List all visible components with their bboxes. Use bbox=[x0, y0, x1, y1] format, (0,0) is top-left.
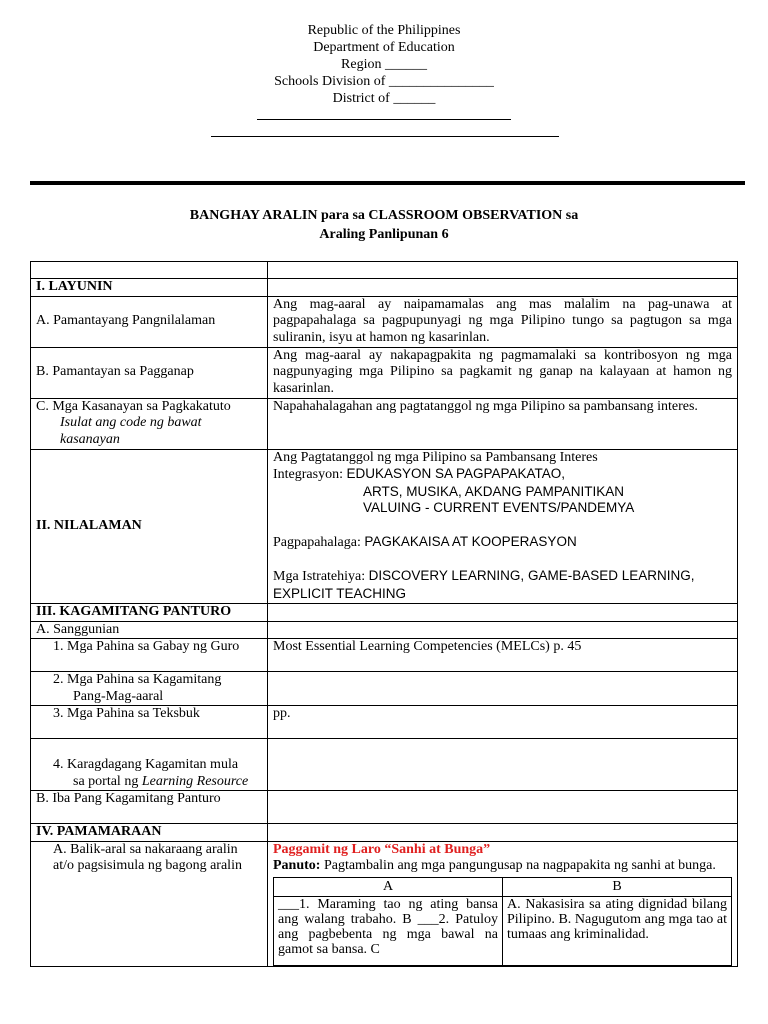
table-row-pamantayang-pangnilalaman bbox=[31, 296, 738, 347]
integrasyon-value-3: VALUING - CURRENT EVENTS/PANDEMYA bbox=[363, 500, 635, 515]
header-region: Region ______ bbox=[341, 57, 427, 72]
label-karagdagang-kagamitan-b: sa portal ng bbox=[73, 773, 139, 789]
table-row-pamamaraan bbox=[31, 824, 738, 842]
label-karagdagang-kagamitan-a: 4. Karagdagang Kagamitan mula bbox=[53, 757, 239, 772]
table-row-kagamitang-pang-mag-aaral bbox=[31, 672, 738, 706]
address-blank-line bbox=[211, 136, 559, 137]
table-row-kagamitan bbox=[31, 604, 738, 622]
label-teksbuk: 3. Mga Pahina sa Teksbuk bbox=[31, 706, 268, 739]
table-row-teksbuk bbox=[31, 706, 738, 739]
label-iba-pang-kagamitan: B. Iba Pang Kagamitang Panturo bbox=[31, 791, 268, 824]
table-row-layunin bbox=[31, 279, 738, 297]
header-district: District of ______ bbox=[332, 91, 436, 106]
label-kasanayan-sub: Isulat ang code ng bawat kasanayan bbox=[60, 415, 202, 447]
table-row-blank bbox=[31, 262, 738, 279]
label-kagamitang-pang-mag-aaral-a: 2. Mga Pahina sa Kagamitang bbox=[53, 672, 222, 687]
text-gabay-ng-guro: Most Essential Learning Competencies (MELCs) p. 45 bbox=[268, 639, 738, 672]
istratehiya-label: Mga Istratehiya: bbox=[273, 569, 366, 584]
table-row-balik-aral bbox=[31, 841, 738, 966]
section-heading-kagamitan: III. KAGAMITANG PANTURO bbox=[31, 604, 268, 622]
text-kasanayan: Napahahalagahan ang pagtatanggol ng mga Pilipino sa pambansang interes. bbox=[268, 398, 738, 449]
text-teksbuk: pp. bbox=[268, 706, 738, 739]
label-gabay-ng-guro: 1. Mga Pahina sa Gabay ng Guro bbox=[31, 639, 268, 672]
label-kagamitang-pang-mag-aaral-b: Pang-Mag-aaral bbox=[73, 688, 164, 704]
matching-column-a-header: A bbox=[274, 877, 503, 896]
label-pamantayan-sa-pagganap: B. Pamantayan sa Pagganap bbox=[31, 347, 268, 398]
text-pamantayang-pangnilalaman: Ang mag-aaral ay naipamamalas ang mas malalim na pag-unawa at pagpapahalaga sa pagpupunyagi ng mga Pilipino tungo sa pagtugon sa mga suliranin, isyu at hamon ng kasarinlan. bbox=[268, 296, 738, 347]
text-pamantayan-sa-pagganap: Ang mag-aaral ay nakapagpakita ng pagmamalaki sa kontribosyon ng mga nagpunyaging mga Pilipino sa pagkamit ng ganap na kalayaan at hamon ng kasarinlan. bbox=[268, 347, 738, 398]
panuto-text: Pagtambalin ang mga pangungusap na nagpapakita ng sanhi at bunga. bbox=[323, 858, 716, 873]
table-row-iba-pang-kagamitan bbox=[31, 791, 738, 824]
label-pamantayang-pangnilalaman: A. Pamantayang Pangnilalaman bbox=[31, 296, 268, 347]
matching-column-b-items: A. Nakasisira sa ating dignidad bilang Pilipino. B. Nagugutom ang mga tao at tumaas ang kriminalidad. bbox=[503, 896, 732, 965]
header-department: Department of Education bbox=[313, 40, 455, 55]
school-name-blank-line bbox=[257, 119, 511, 120]
matching-column-a-items: ___1. Maraming tao ng ating bansa ang walang trabaho. B ___2. Patuloy ang pagbebenta ng mga bawal na gamot sa bansa. C bbox=[274, 896, 503, 965]
page-title bbox=[0, 206, 768, 244]
panuto-label: Panuto: bbox=[273, 858, 321, 873]
header-division: Schools Division of _______________ bbox=[274, 74, 494, 89]
label-sanggunian: A. Sanggunian bbox=[31, 621, 268, 639]
lesson-plan-table bbox=[30, 261, 738, 967]
label-karagdagang-kagamitan-c: Learning Resource bbox=[141, 773, 249, 789]
title-line-2: Araling Panlipunan 6 bbox=[319, 227, 449, 242]
table-row-nilalaman bbox=[31, 449, 738, 604]
integrasyon-value-1: EDUKASYON SA PAGPAPAKATAO, bbox=[346, 466, 566, 481]
label-balik-aral: A. Balik-aral sa nakaraang aralin at/o pagsisimula ng bagong aralin bbox=[53, 841, 242, 873]
label-kasanayan: C. Mga Kasanayan sa Pagkakatuto bbox=[36, 398, 231, 414]
game-title: Paggamit ng Laro “Sanhi at Bunga” bbox=[273, 841, 491, 857]
table-row-sanggunian bbox=[31, 621, 738, 639]
title-line-1: BANGHAY ARALIN para sa CLASSROOM OBSERVATION sa bbox=[189, 208, 579, 223]
matching-table bbox=[273, 877, 732, 966]
section-heading-nilalaman: II. NILALAMAN bbox=[31, 449, 268, 604]
pagpapahalaga-label: Pagpapahalaga: bbox=[273, 534, 361, 550]
table-row-gabay-ng-guro bbox=[31, 639, 738, 672]
section-heading-layunin: I. LAYUNIN bbox=[31, 279, 268, 297]
table-row-karagdagang-kagamitan bbox=[31, 739, 738, 791]
section-heading-pamamaraan: IV. PAMAMARAAN bbox=[31, 824, 268, 842]
header-divider-rule bbox=[30, 181, 745, 185]
table-row-pamantayan-sa-pagganap bbox=[31, 347, 738, 398]
integrasyon-label: Integrasyon: bbox=[273, 467, 343, 482]
integrasyon-value-2: ARTS, MUSIKA, AKDANG PAMPANITIKAN bbox=[363, 483, 625, 499]
header-republic: Republic of the Philippines bbox=[307, 23, 461, 38]
pagpapahalaga-value: PAGKAKAISA AT KOOPERASYON bbox=[364, 533, 577, 549]
nilalaman-topic: Ang Pagtatanggol ng mga Pilipino sa Pambansang Interes bbox=[273, 449, 598, 465]
table-row-kasanayan bbox=[31, 398, 738, 449]
document-header bbox=[0, 22, 768, 107]
matching-column-b-header: B bbox=[503, 877, 732, 896]
istratehiya-value: DISCOVERY LEARNING, GAME-BASED LEARNING, EXPLICIT TEACHING bbox=[273, 568, 695, 601]
